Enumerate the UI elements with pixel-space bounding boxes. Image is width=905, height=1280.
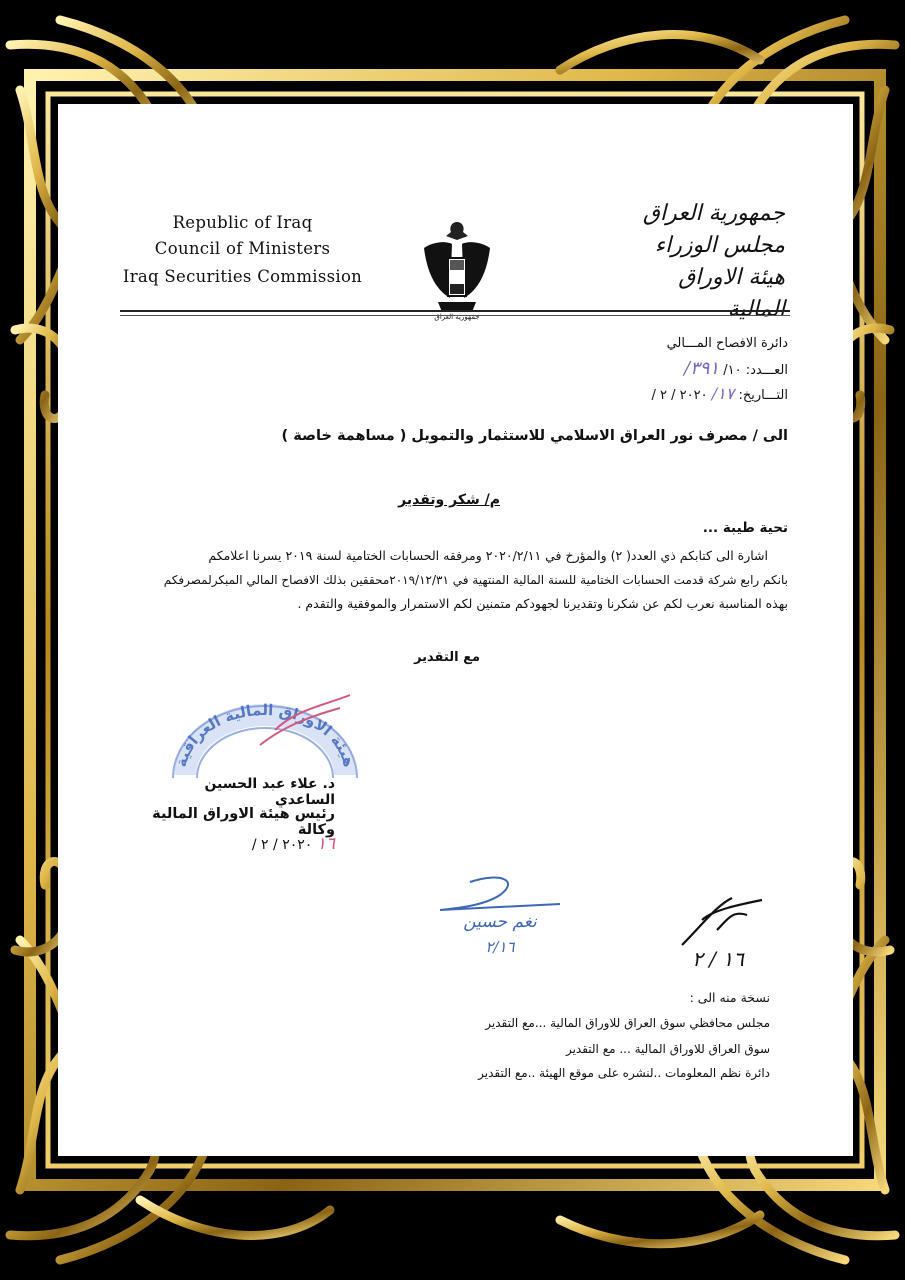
subject: م/ شكر وتقدير <box>398 492 500 508</box>
number-row <box>560 358 788 379</box>
signature-date-printed: ٢٠٢٠ / ٢ / <box>251 837 313 853</box>
handwritten-name-left: نغم حسين <box>463 912 537 932</box>
signatory-name: د. علاء عبد الحسين الساعدي <box>204 776 335 808</box>
emblem-caption: جمهورية العراق <box>434 313 480 321</box>
body-line-3: بهذه المناسبة نعرب لكم عن شكرنا وتقديرنا لجهودكم متمنين لكم الاستمرار والموفقية والتقدم . <box>297 596 788 611</box>
number-value: ١٠/ <box>723 363 742 378</box>
department-label: دائرة الافصاح المـــالي <box>666 336 788 351</box>
header-ar-council: مجلس الوزراء <box>654 233 785 258</box>
header-divider-thin <box>120 315 790 316</box>
iraq-emblem <box>416 218 498 322</box>
copies-item-2: سوق العراق للاوراق المالية ... مع التقدير <box>565 1042 770 1056</box>
copies-item-1: مجلس محافظي سوق العراق للاوراق المالية ...مع التقدير <box>485 1016 770 1030</box>
greeting: تحية طيبة ... <box>702 520 788 536</box>
handwritten-date-right: ١٦ / ٢ <box>692 947 744 971</box>
header-divider <box>120 310 790 312</box>
signatory-title: رئيس هيئة الاوراق المالية وكالة <box>152 806 335 838</box>
header-arabic <box>620 198 785 326</box>
header-english <box>120 210 365 292</box>
number-handwritten: ٣٩١/ <box>684 358 720 379</box>
copies-item-3: دائرة نظم المعلومات ..لنشره على موقع الهيئة ..مع التقدير <box>478 1066 770 1080</box>
signature-date-row <box>160 834 335 854</box>
header-en-council: Council of Ministers <box>154 239 331 258</box>
closing: مع التقدير <box>414 650 480 665</box>
date-handwritten: ١٧/ <box>711 384 735 403</box>
body-line-2: بانكم رابع شركة قدمت الحسابات الختامية للسنة المالية المنتهية في ٢٠١٩/١٢/٣١محققين بذلك الافصاح المالي المبكرلمصرفكم <box>163 573 788 587</box>
official-stamp <box>165 690 365 790</box>
header-ar-republic: جمهورية العراق <box>642 201 785 226</box>
date-label: التـــاريخ: <box>738 388 788 403</box>
copies-heading: نسخة منه الى : <box>689 990 770 1005</box>
body-line-1: اشارة الى كتابكم ذي العدد( ٢) والمؤرخ في ٢٠٢٠/٢/١١ ومرفقه الحسابات الختامية لسنة ٢٠١٩ يسرنا اعلامكم <box>208 548 768 563</box>
signature-date-handwritten: ١٦ <box>316 834 335 854</box>
date-row <box>560 384 788 403</box>
number-label: العـــدد: <box>745 363 788 378</box>
header-ar-commission: هيئة الاوراق المالية <box>678 265 785 322</box>
header-en-commission: Iraq Securities Commission <box>122 267 363 286</box>
date-value: ٢٠٢٠ / ٢ / <box>651 388 708 403</box>
recipient: الى / مصرف نور العراق الاسلامي للاستثمار والتمويل ( مساهمة خاصة ) <box>281 428 788 444</box>
handwritten-date-left: ٢/١٦ <box>485 938 515 956</box>
header-en-republic: Republic of Iraq <box>172 213 313 232</box>
stamp-text: هيئة الاوراق المالية العراقية <box>171 700 359 769</box>
